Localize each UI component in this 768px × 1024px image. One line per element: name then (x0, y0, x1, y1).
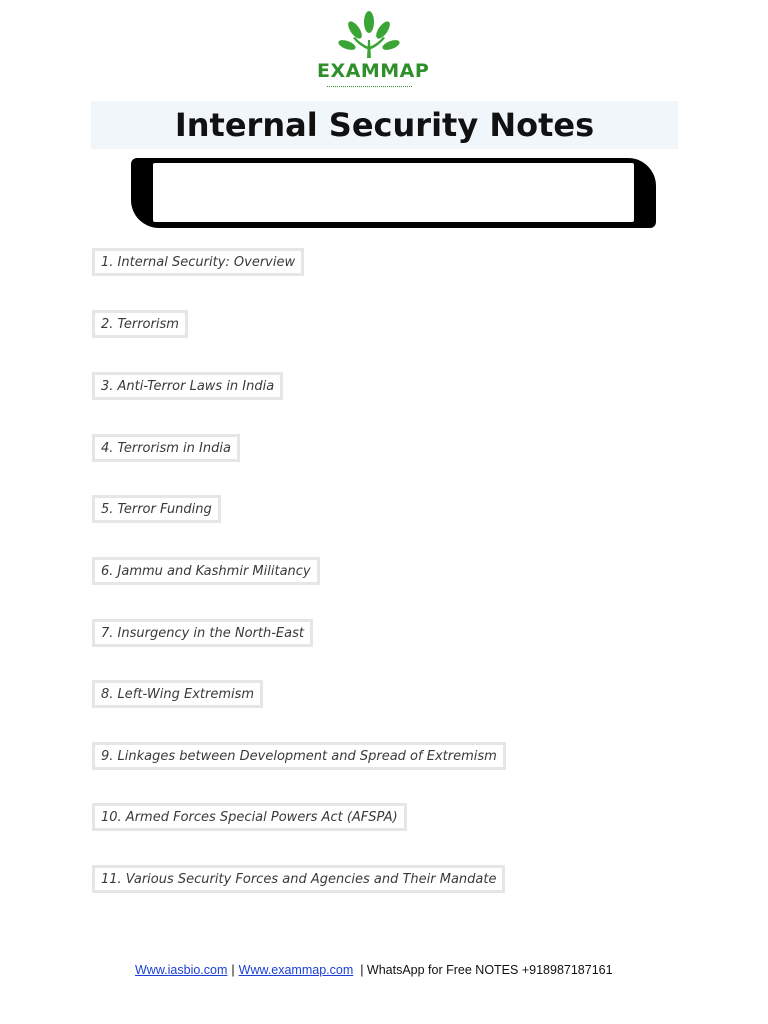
decorative-banner (131, 158, 656, 228)
toc-item-development-extremism[interactable]: 9. Linkages between Development and Spread of Extremism (92, 742, 506, 770)
tree-icon (317, 10, 422, 65)
toc-item-afspa[interactable]: 10. Armed Forces Special Powers Act (AFSPA) (92, 803, 407, 831)
footer (135, 963, 613, 977)
toc-item-terror-funding[interactable]: 5. Terror Funding (92, 495, 221, 523)
toc-item-left-wing-extremism[interactable]: 8. Left-Wing Extremism (92, 680, 263, 708)
page-title: Internal Security Notes (174, 106, 595, 144)
footer-link-iasbio[interactable]: Www.iasbio.com (135, 963, 228, 977)
toc-item-anti-terror-laws[interactable]: 3. Anti-Terror Laws in India (92, 372, 283, 400)
footer-separator: | (231, 963, 235, 977)
banner-inner (153, 163, 634, 222)
footer-link-exammap[interactable]: Www.exammap.com (238, 963, 354, 977)
logo-tagline-line (327, 86, 412, 89)
toc-item-jk-militancy[interactable]: 6. Jammu and Kashmir Militancy (92, 557, 320, 585)
toc-item-northeast-insurgency[interactable]: 7. Insurgency in the North-East (92, 619, 313, 647)
toc-item-overview[interactable]: 1. Internal Security: Overview (92, 248, 304, 276)
title-band (91, 101, 678, 149)
toc-item-security-forces[interactable]: 11. Various Security Forces and Agencies and Their Mandate (92, 865, 505, 893)
footer-whatsapp-text: | WhatsApp for Free NOTES +918987187161 (360, 963, 613, 977)
logo-brand-text: EXAMMAP (317, 60, 430, 82)
exammap-logo (317, 10, 430, 88)
toc-item-terrorism-in-india[interactable]: 4. Terrorism in India (92, 434, 240, 462)
toc-item-terrorism[interactable]: 2. Terrorism (92, 310, 188, 338)
